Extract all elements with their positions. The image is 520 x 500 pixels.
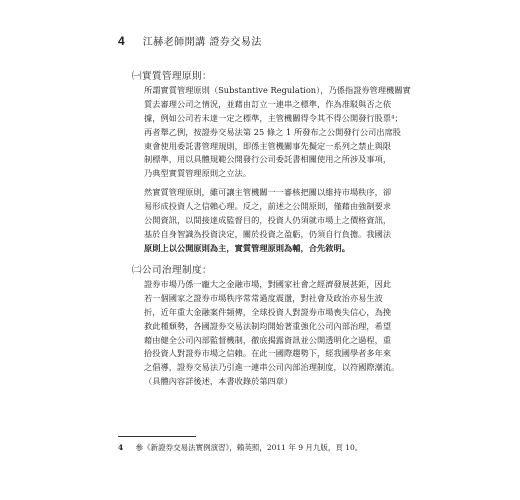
text-line: 再者舉乙例，按證券交易法第 25 條之 1 所發布之公開發行公司出席股 [144, 126, 402, 137]
footnote-mark: 4 [118, 443, 124, 452]
text-line: 藉由健全公司內部監督機制，徹底揭露資訊並公開透明化之過程，重 [144, 334, 392, 345]
paragraph-substantive-definition [144, 84, 414, 181]
text-line: 之倡導，證券交易法乃引進一連串公司內部治理制度，以符國際潮流。 [144, 362, 400, 373]
text-line: 所謂實質管理原則（Substantive Regulation），乃係指證券管理機關實 [144, 85, 411, 95]
paragraph-corporate-governance [144, 278, 414, 389]
text-line: 公開資訊，以間接達成監督目的，投資人仍須就市場上之價格資訊， [144, 214, 392, 225]
text-line: 折，近年重大金融案件頻傳，全球投資人對證券市場喪失信心，為挽 [144, 306, 392, 317]
running-title: 江赫老師開講 證券交易法 [142, 37, 262, 48]
paragraph-substantive-vs-disclosure [144, 186, 414, 255]
text-line: （具體內容詳後述，本書收錄於第四章） [144, 376, 293, 387]
text-line: 東會使用委託書管理規則，即係主管機關事先擬定一系列之禁止與限 [144, 140, 392, 151]
footnote [118, 442, 362, 453]
text-line: 乃典型實質管理原則之立法。 [144, 168, 252, 179]
footnote-divider [118, 436, 196, 437]
text-line: 證券市場乃係一龐大之金融市場，對國家社會之經濟發展甚鉅，因此 [144, 279, 392, 289]
text-line: 制標準，用以具體規範公開發行公司委託書相關使用之所涉及事項， [144, 154, 392, 165]
text-line: 然實質管理原則，雖可讓主管機關一一審核把關以維持市場秩序，卻 [144, 187, 392, 197]
text-line: 拾投資人對證券市場之信賴。在此一國際趨勢下，經我國學者多年來 [144, 348, 392, 359]
text-line: 易形成投資人之信賴心理。反之，前述之公開原則，僅藉由強制要求 [144, 200, 392, 211]
text-line: 質去審理公司之情況，並藉由訂立一連串之標準，作為准駁與否之依 [144, 98, 392, 109]
footnote-text: 參《新證券交易法實例演習》，賴英照，2011 年 9 月九版，頁 10。 [135, 443, 363, 452]
text-line: 救此種頹勢，各國證券交易法制均開始著重強化公司內部治理，希望 [144, 320, 392, 331]
text-line: 若一個國家之證券市場秩序常常過度震盪，對社會及政治亦易生波 [144, 292, 383, 303]
section-heading-corporate-governance: ㈡公司治理制度： [132, 265, 213, 276]
page-header [118, 33, 262, 48]
section-heading-substantive-regulation: ㈠實質管理原則： [132, 71, 213, 82]
page-number: 4 [118, 34, 125, 48]
text-line: 據，例如公司若未達一定之標準，主管機關得令其不得公開發行股票⁴； [144, 112, 403, 123]
text-line-emphasis: 原則上以公開原則為主，實質管理原則為輔，合先敘明。 [144, 242, 350, 253]
text-line: 基於自身智識為投資決定，關於投資之盈虧，仍須自行負擔。我國法 [144, 228, 392, 239]
